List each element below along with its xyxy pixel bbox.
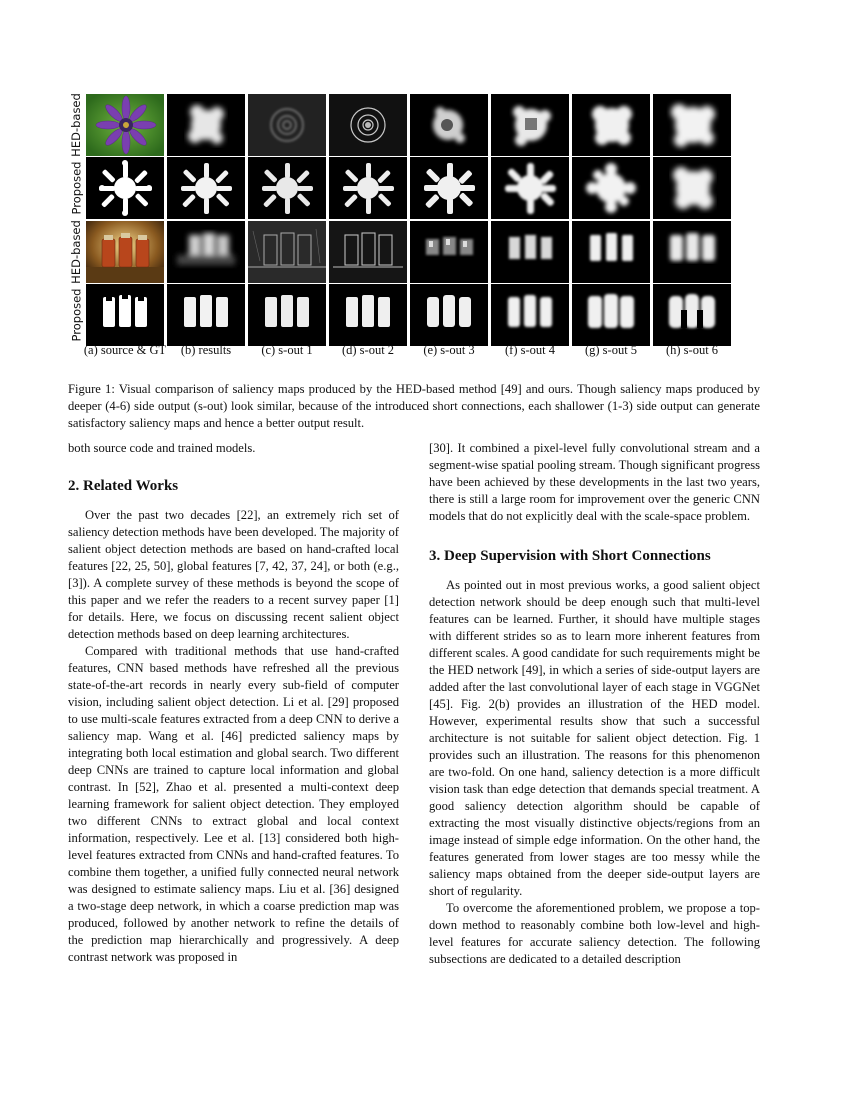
tile-r2-results (167, 157, 245, 219)
tile-r2-sout2 (329, 157, 407, 219)
tile-r1-sout6 (653, 94, 731, 156)
source-image-flower (86, 94, 164, 156)
tile-r3-sout1 (248, 221, 326, 283)
figure-column-captions (68, 343, 762, 361)
tile-r1-sout1 (248, 94, 326, 156)
section-heading-related-works: 2. Related Works (68, 478, 179, 494)
caption-sout5: (g) s-out 5 (584, 343, 638, 357)
caption-sout4: (f) s-out 4 (505, 343, 555, 357)
tile-r4-sout5 (572, 284, 650, 346)
section-heading-deep-supervision: 3. Deep Supervision with Short Connections (429, 548, 711, 564)
tile-r4-sout2 (329, 284, 407, 346)
paragraph-method-1: As pointed out in most previous works, a good salient object detection network should be deep enough such that multi-level features can be learned. Further, it should have multiple stages with different strides so as to learn more inherent features from different scales. A good candidate for such requirements might be the HED network [49], in which a series of side-output layers are added after the last convolutional layer of each stage in VGGNet [45]. Fig. 2(b) provides an illustration of the HED model. However, experimental results show that such a successful architecture is not suitable for salient object detection. Fig. 1 provides such an illustration. The reasons for this phenomenon are two-fold. On one hand, saliency detection is a more difficult vision task than edge detection that demands special treatment. A good saliency detection algorithm should be capable of extracting the most visually distinctive objects/regions from an image instead of simple edge information. On the other hand, the features generated from lower stages are too messy while the saliency maps obtained from the deeper side-output layers are short of regularity. (429, 578, 760, 898)
ground-truth-bottles (86, 284, 164, 346)
paragraph-related-1: Over the past two decades [22], an extremely rich set of saliency detection methods have been developed. The majority of salient object detection methods are based on hand-crafted local features [22, 25, 50], global features [7, 42, 37, 24], or both (e.g., [3]). A complete survey of these methods is beyond the scope of this paper and we refer the readers to a recent survey paper [1] for details. Here, we focus on discussing recent salient object detection methods based on deep learning architectures. (68, 508, 399, 641)
tile-r2-sout4 (491, 157, 569, 219)
row-label-2: Proposed (69, 161, 84, 215)
caption-sout2: (d) s-out 2 (341, 343, 395, 357)
figure-grid (68, 94, 762, 340)
right-column (429, 440, 760, 968)
tile-r3-sout5 (572, 221, 650, 283)
left-column (68, 440, 399, 966)
row-label-1: HED-based (69, 93, 84, 157)
tile-r3-sout6 (653, 221, 731, 283)
tile-r4-sout3 (410, 284, 488, 346)
tile-r4-results (167, 284, 245, 346)
tile-r1-results (167, 94, 245, 156)
tile-r3-sout3 (410, 221, 488, 283)
paragraph-related-3: [30]. It combined a pixel-level fully convolutional stream and a segment-wise spatial pooling stream. Though significant progress have been achieved by these developments in the last two years, there is still a large room for improvement over the generic CNN models that do not explicitly deal with the scale-space problem. (429, 441, 760, 523)
caption-sout3: (e) s-out 3 (423, 343, 475, 357)
ground-truth-flower (86, 157, 164, 219)
caption-results: (b) results (180, 343, 232, 357)
tile-r4-sout4 (491, 284, 569, 346)
tile-r2-sout1 (248, 157, 326, 219)
caption-sout6: (h) s-out 6 (665, 343, 719, 357)
tile-r1-sout5 (572, 94, 650, 156)
figure-1 (68, 94, 762, 361)
caption-source-gt: (a) source & GT (83, 343, 167, 357)
paragraph-intro-end: both source code and trained models. (68, 441, 256, 455)
tile-r3-results (167, 221, 245, 283)
tile-r4-sout6 (653, 284, 731, 346)
tile-r2-sout3 (410, 157, 488, 219)
tile-r1-sout4 (491, 94, 569, 156)
caption-sout1: (c) s-out 1 (261, 343, 313, 357)
row-label-4: Proposed (69, 288, 84, 342)
source-image-bottles (86, 221, 164, 283)
tile-r2-sout6 (653, 157, 731, 219)
tile-r1-sout2 (329, 94, 407, 156)
paragraph-related-2: Compared with traditional methods that use hand-crafted features, CNN based methods have refreshed all the previous state-of-the-art records in nearly every sub-field of computer vision, including salient object detection. Li et al. [29] proposed to use multi-scale features extracted from a deep CNN to derive a saliency map. Wang et al. [46] predicted saliency maps by integrating both local estimation and global search. Two different deep CNNs are trained to capture local information and global contrast. In [52], Zhao et al. presented a multi-context deep learning framework for salient object detection. They employed two different CNNs to extract global and local context information, respectively. Lee et al. [13] considered both high-level features extracted from CNNs and hand-crafted features. To combine them together, a unified fully connected neural network was designed to estimate saliency maps. Liu et al. [36] designed a two-stage deep network, in which a coarse prediction map was produced, followed by another network to refine the details of the prediction map hierarchically and progressively. A deep contrast network was proposed in (68, 644, 399, 964)
figure-caption: Figure 1: Visual comparison of saliency maps produced by the HED-based method [49] and ours. Though saliency maps produced by deeper (4-6) side output (s-out) look similar, because of the introduced short connections, each shallower (1-3) side output can generate satisfactory saliency maps and hence a better output result. (68, 381, 760, 430)
tile-r3-sout2 (329, 221, 407, 283)
tile-r1-sout3 (410, 94, 488, 156)
tile-r4-sout1 (248, 284, 326, 346)
tile-r2-sout5 (572, 157, 650, 219)
row-label-3: HED-based (69, 220, 84, 284)
paragraph-method-2: To overcome the aforementioned problem, we propose a top-down method to reasonably combine both low-level and high-level features for accurate saliency detection. The following subsections are dedicated to a detailed description (429, 901, 760, 966)
tile-r3-sout4 (491, 221, 569, 283)
